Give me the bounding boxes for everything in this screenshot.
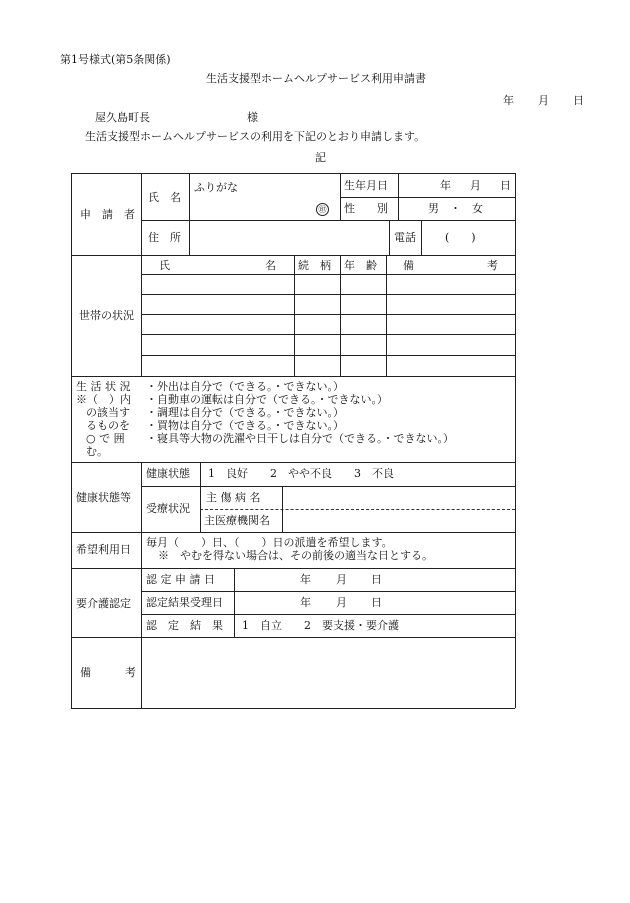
- care-application-day: 日: [371, 573, 382, 586]
- household-section-label: 世帯の状況: [79, 309, 134, 322]
- col-name-2: 名: [265, 259, 276, 272]
- care-receipt-day: 日: [371, 596, 382, 609]
- condition-label: 健康状態: [146, 467, 190, 480]
- col-remarks-1: 備: [403, 259, 414, 272]
- name-label: 氏 名: [148, 191, 181, 204]
- living-label-6: む。: [86, 445, 108, 458]
- desired-date-line1: 毎月（ ）日、（ ）日の派遣を希望します。: [146, 536, 393, 549]
- sex-options[interactable]: 男 ・ 女: [428, 202, 483, 215]
- desired-date-label: 希望利用日: [76, 543, 131, 556]
- birth-month: 月: [470, 179, 481, 192]
- living-item: ・自動車の運転は自分で（できる。・できない。）: [146, 393, 388, 406]
- living-label-5: ○ で 囲: [86, 432, 125, 445]
- col-relation: 続 柄: [298, 259, 331, 272]
- living-label-3: の該当す: [86, 406, 130, 419]
- care-application-label: 認 定 申 請 日: [146, 573, 215, 586]
- care-application-year: 年: [300, 573, 311, 586]
- desired-date-line2: ※ やむを得ない場合は、その前後の適当な日とする。: [158, 549, 433, 562]
- living-item: ・寝具等大物の洗濯や日干しは自分で（できる。・できない。）: [146, 432, 454, 445]
- remarks-label-2: 考: [125, 666, 136, 679]
- care-receipt-year: 年: [300, 596, 311, 609]
- health-section-label: 健康状態等: [76, 491, 131, 504]
- sex-label: 性 別: [344, 202, 388, 215]
- care-result-label: 認 定 結 果: [146, 619, 223, 632]
- request-text: 生活支援型ホームヘルプサービスの利用を下記のとおり申請します。: [85, 130, 426, 143]
- living-label-2: ※（ ）内: [76, 393, 131, 406]
- addressee: 屋久島町長: [95, 111, 150, 124]
- disease-label: 主 傷 病 名: [206, 491, 261, 504]
- care-receipt-month: 月: [336, 596, 347, 609]
- living-item: ・調理は自分で（できる。・できない。）: [146, 406, 344, 419]
- condition-options[interactable]: 1 良好 2 やや不良 3 不良: [208, 467, 394, 480]
- applicant-section-label: 申 請 者: [80, 208, 135, 221]
- furigana-label: ふりがな: [194, 181, 238, 194]
- phone-label: 電話: [394, 231, 416, 244]
- col-age: 年 齢: [344, 259, 377, 272]
- institution-label: 主医療機関名: [204, 514, 270, 527]
- ki-label: 記: [315, 151, 326, 164]
- birth-year: 年: [440, 179, 451, 192]
- birth-day: 日: [500, 179, 511, 192]
- seal-mark: [316, 203, 329, 216]
- col-remarks-2: 考: [487, 259, 498, 272]
- address-label: 住 所: [148, 231, 181, 244]
- living-label-4: るものを: [86, 419, 130, 432]
- care-section-label: 要介護認定: [76, 597, 131, 610]
- remarks-label-1: 備: [80, 666, 91, 679]
- seal-icon: ㊞: [316, 203, 329, 216]
- treatment-label: 受療状況: [146, 502, 190, 515]
- date-year: 年: [503, 94, 514, 107]
- living-item: ・買物は自分で（できる。・できない。）: [146, 419, 344, 432]
- care-application-month: 月: [336, 573, 347, 586]
- form-title: 生活支援型ホームヘルプサービス利用申請書: [206, 72, 426, 85]
- date-day: 日: [573, 94, 584, 107]
- living-label-1: 生 活 状 況: [76, 380, 131, 393]
- form-number: 第1号様式(第5条関係): [60, 53, 171, 66]
- birth-label: 生年月日: [344, 179, 388, 192]
- phone-paren: ( ): [445, 231, 476, 244]
- col-name-1: 氏: [159, 259, 170, 272]
- addressee-suffix: 様: [247, 111, 258, 124]
- care-receipt-label: 認定結果受理日: [146, 596, 223, 609]
- living-item: ・外出は自分で（できる。・できない。）: [146, 380, 344, 393]
- care-result-options[interactable]: 1 自立 2 要支援・要介護: [242, 619, 399, 632]
- date-month: 月: [538, 94, 549, 107]
